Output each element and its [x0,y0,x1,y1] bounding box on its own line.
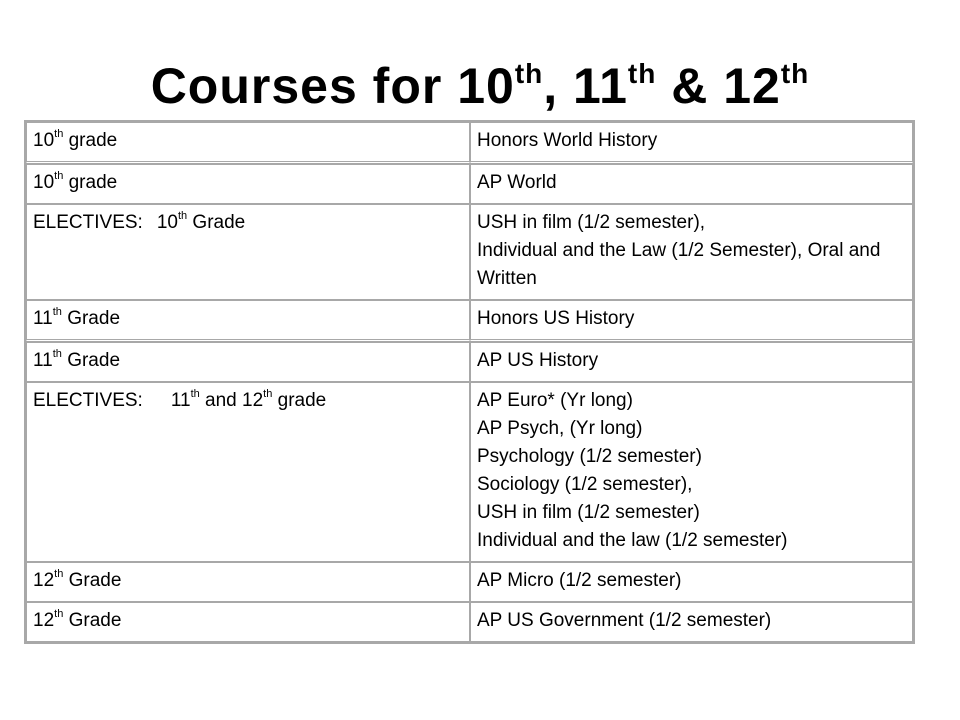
grade-cell: ELECTIVES: 10th Grade [26,204,470,300]
course-cell [470,300,913,342]
title-sup-1: th [514,58,544,90]
course-item: AP Euro* (Yr long) [477,390,633,411]
title-mid-1: , 11 [543,58,628,114]
course-item: AP World [477,172,557,193]
course-item: AP US History [477,350,599,371]
grade-cell: 12th Grade [26,602,470,642]
table-row [26,562,913,602]
course-cell [470,562,913,602]
course-item: AP Micro (1/2 semester) [477,570,682,591]
course-item: Honors US History [477,308,635,329]
grade-cell: ELECTIVES: 11th and 12th grade [26,382,470,562]
title-prefix: Courses for 10 [150,58,515,114]
page-title [0,56,960,116]
course-cell [470,342,913,382]
table-row [26,342,913,382]
grade-cell: 11th Grade [26,342,470,382]
course-item: USH in film (1/2 semester) [477,502,700,523]
courses-table [24,120,915,644]
course-item: USH in film (1/2 semester), [477,212,706,233]
course-cell [470,382,913,562]
grade-cell: 10th grade [26,164,470,204]
table-row [26,300,913,342]
course-item: AP US Government (1/2 semester) [477,610,772,631]
title-mid-2: & 12 [656,58,781,114]
course-cell [470,602,913,642]
courses-table-wrapper [24,120,911,644]
course-item: Individual and the law (1/2 semester) [477,530,788,551]
title-sup-3: th [780,58,810,90]
course-item: Honors World History [477,130,658,151]
course-cell [470,122,913,164]
course-item: AP Psych, (Yr long) [477,418,643,439]
title-sup-2: th [627,58,657,90]
course-item: Psychology (1/2 semester) [477,446,702,467]
course-cell [470,204,913,300]
table-row [26,164,913,204]
table-row [26,122,913,164]
grade-cell: 12th Grade [26,562,470,602]
course-item: Individual and the Law (1/2 Semester), Oral and [477,240,881,261]
electives-label: ELECTIVES: [33,390,143,411]
electives-label: ELECTIVES: [33,212,143,233]
table-row [26,204,913,300]
table-row [26,382,913,562]
course-cell [470,164,913,204]
table-row [26,602,913,642]
course-item: Sociology (1/2 semester), [477,474,693,495]
grade-cell: 11th Grade [26,300,470,342]
course-item: Written [477,268,537,289]
grade-cell: 10th grade [26,122,470,164]
